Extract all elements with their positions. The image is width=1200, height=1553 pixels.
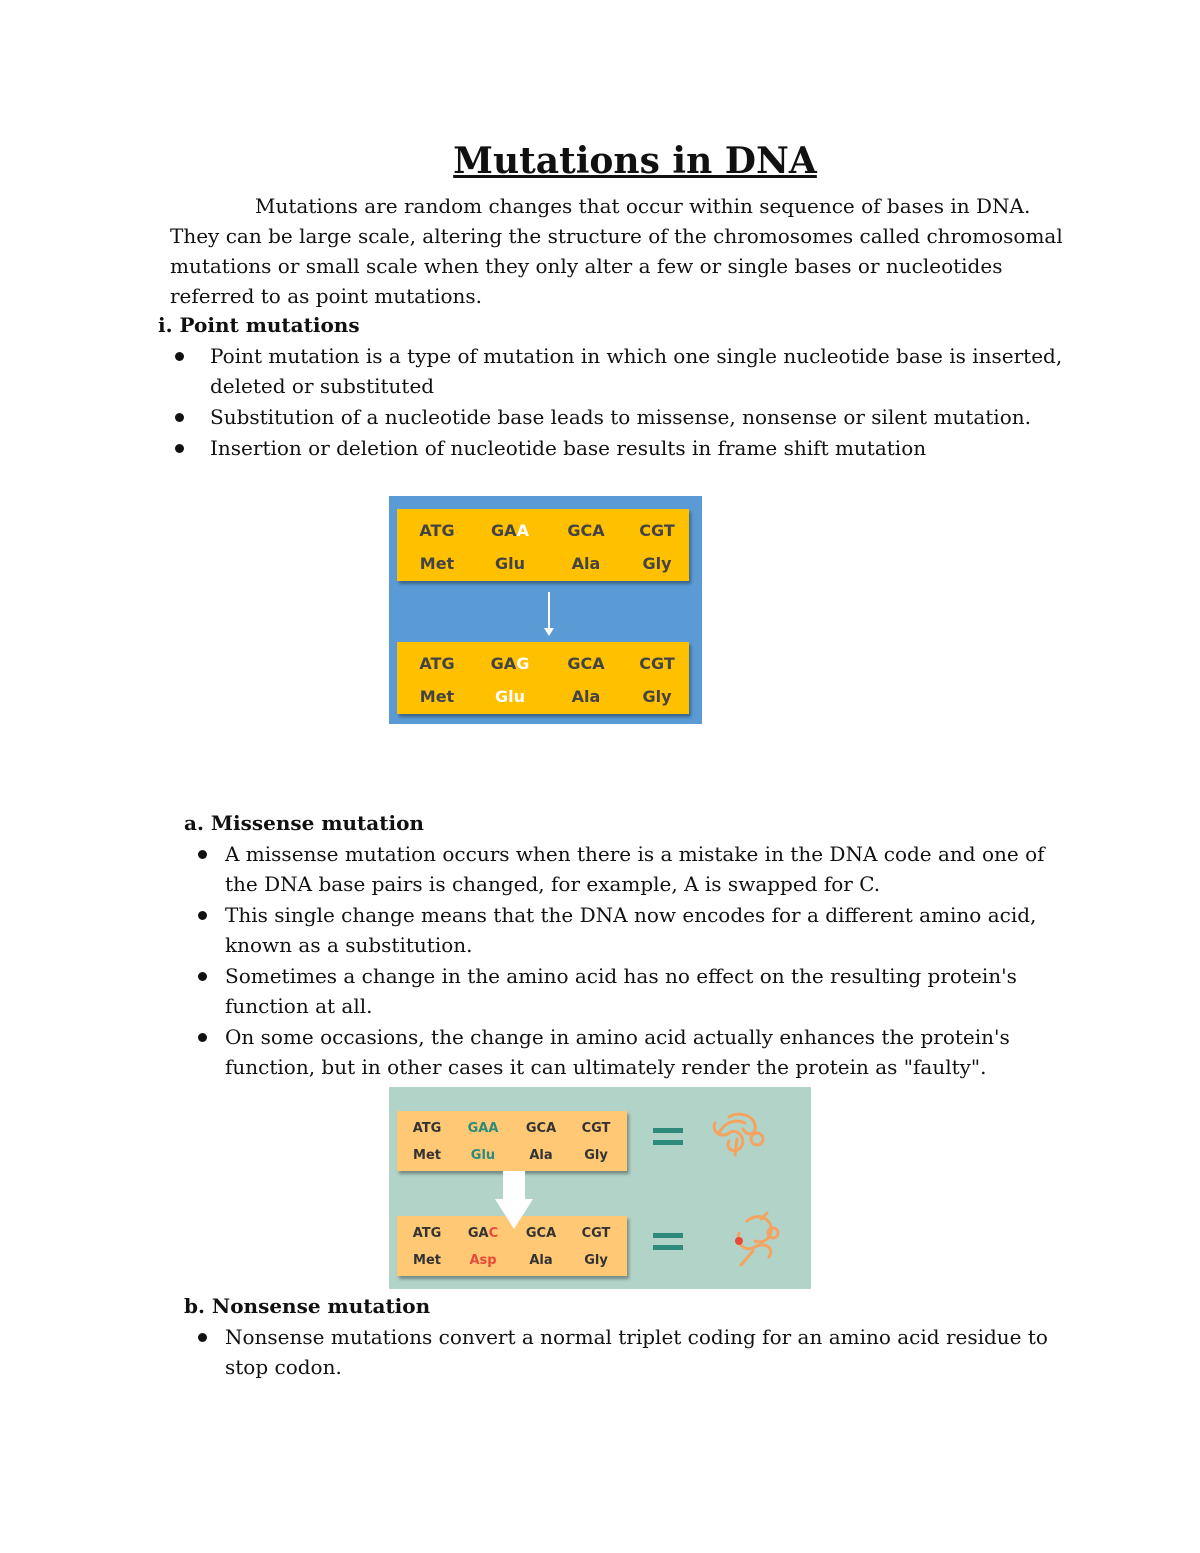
missense-bullet-3-line-1: Sometimes a change in the amino acid has no effect on the resulting protein's xyxy=(225,964,1017,988)
down-arrow-head-icon xyxy=(544,628,554,636)
amino-acid-1: Met xyxy=(419,687,455,706)
amino-acid-3: Ala xyxy=(529,1253,553,1268)
missense-bullet-1-line-2: the DNA base pairs is changed, for example, A is swapped for C. xyxy=(225,872,881,896)
down-arrow-icon xyxy=(548,592,550,630)
amino-acid-2: Asp xyxy=(469,1253,497,1268)
amino-acid-1: Met xyxy=(419,554,455,573)
amino-acid-4: Gly xyxy=(642,554,672,573)
codon-3: GCA xyxy=(567,521,605,540)
codon-strip-original xyxy=(397,509,689,581)
intro-line-1: Mutations are random changes that occur within sequence of bases in DNA. xyxy=(255,194,1031,218)
down-arrow-head-icon xyxy=(495,1199,533,1229)
amino-acid-3: Ala xyxy=(571,554,601,573)
bullet-dot xyxy=(175,444,184,453)
bullet-dot xyxy=(198,911,207,920)
missense-mutation-figure xyxy=(389,1087,811,1289)
codon-strip-mutated xyxy=(397,642,689,714)
codon-3: GCA xyxy=(525,1226,557,1241)
equals-icon xyxy=(653,1245,683,1250)
bullet-dot xyxy=(198,850,207,859)
amino-acid-2: Glu xyxy=(494,687,525,706)
missense-bullet-2-line-1: This single change means that the DNA now encodes for a different amino acid, xyxy=(225,903,1037,927)
point-bullet-1-line-2: deleted or substituted xyxy=(210,374,435,398)
codon-1: ATG xyxy=(412,1226,442,1241)
nonsense-bullet-1-line-2: stop codon. xyxy=(225,1355,342,1379)
bullet-dot xyxy=(175,413,184,422)
amino-acid-3: Ala xyxy=(571,687,601,706)
bullet-dot xyxy=(198,1333,207,1342)
equals-icon xyxy=(653,1128,683,1133)
codon-3: GCA xyxy=(525,1121,557,1136)
codon-4: CGT xyxy=(639,654,675,673)
amino-acid-4: Gly xyxy=(584,1253,608,1268)
heading-missense-mutation: a. Missense mutation xyxy=(184,811,424,835)
amino-acid-4: Gly xyxy=(642,687,672,706)
bullet-dot xyxy=(198,1033,207,1042)
codon-3: GCA xyxy=(567,654,605,673)
amino-acid-1: Met xyxy=(413,1253,441,1268)
missense-bullet-1-line-1: A missense mutation occurs when there is a mistake in the DNA code and one of xyxy=(225,842,1045,866)
missense-bullet-2-line-2: known as a substitution. xyxy=(225,933,473,957)
codon-strip-original xyxy=(397,1111,627,1171)
amino-acid-3: Ala xyxy=(529,1148,553,1163)
codon-2: GAA xyxy=(467,1121,499,1136)
heading-nonsense-mutation: b. Nonsense mutation xyxy=(184,1294,431,1318)
codon-1: ATG xyxy=(412,1121,442,1136)
down-arrow-icon xyxy=(503,1171,525,1201)
nonsense-bullet-1-line-1: Nonsense mutations convert a normal triplet coding for an amino acid residue to xyxy=(225,1325,1048,1349)
codon-2: GAG xyxy=(490,654,530,673)
bullet-dot xyxy=(198,972,207,981)
point-bullet-2: Substitution of a nucleotide base leads to missense, nonsense or silent mutation. xyxy=(210,405,1031,429)
equals-icon xyxy=(653,1233,683,1238)
intro-line-4: referred to as point mutations. xyxy=(170,284,483,308)
codon-4: CGT xyxy=(639,521,675,540)
codon-1: ATG xyxy=(419,654,455,673)
mutation-site-icon xyxy=(735,1237,743,1245)
changed-base: A xyxy=(516,521,529,540)
codon-4: CGT xyxy=(581,1121,611,1136)
amino-acid-4: Gly xyxy=(584,1148,608,1163)
point-mutation-figure xyxy=(389,496,702,724)
intro-line-2: They can be large scale, altering the structure of the chromosomes called chromosomal xyxy=(170,224,1063,248)
changed-base: C xyxy=(488,1226,499,1241)
missense-bullet-4-line-2: function, but in other cases it can ultimately render the protein as "faulty". xyxy=(225,1055,987,1079)
amino-acid-1: Met xyxy=(413,1148,441,1163)
amino-acid-2: Glu xyxy=(470,1148,496,1163)
point-bullet-3: Insertion or deletion of nucleotide base results in frame shift mutation xyxy=(210,436,927,460)
bullet-dot xyxy=(175,352,184,361)
codon-2: GAA xyxy=(491,521,529,540)
altered-protein-icon xyxy=(727,1211,783,1269)
codon-1: ATG xyxy=(419,521,455,540)
folded-protein-icon xyxy=(707,1109,771,1159)
page-title: Mutations in DNA xyxy=(453,140,817,182)
heading-point-mutations: i. Point mutations xyxy=(158,313,360,337)
point-bullet-1-line-1: Point mutation is a type of mutation in which one single nucleotide base is inserted, xyxy=(210,344,1063,368)
missense-bullet-4-line-1: On some occasions, the change in amino acid actually enhances the protein's xyxy=(225,1025,1010,1049)
codon-4: CGT xyxy=(581,1226,611,1241)
amino-acid-2: Glu xyxy=(494,554,525,573)
intro-line-3: mutations or small scale when they only alter a few or single bases or nucleotides xyxy=(170,254,1003,278)
missense-bullet-3-line-2: function at all. xyxy=(225,994,373,1018)
changed-base: G xyxy=(516,654,530,673)
equals-icon xyxy=(653,1140,683,1145)
codon-2: GAC xyxy=(467,1226,499,1241)
